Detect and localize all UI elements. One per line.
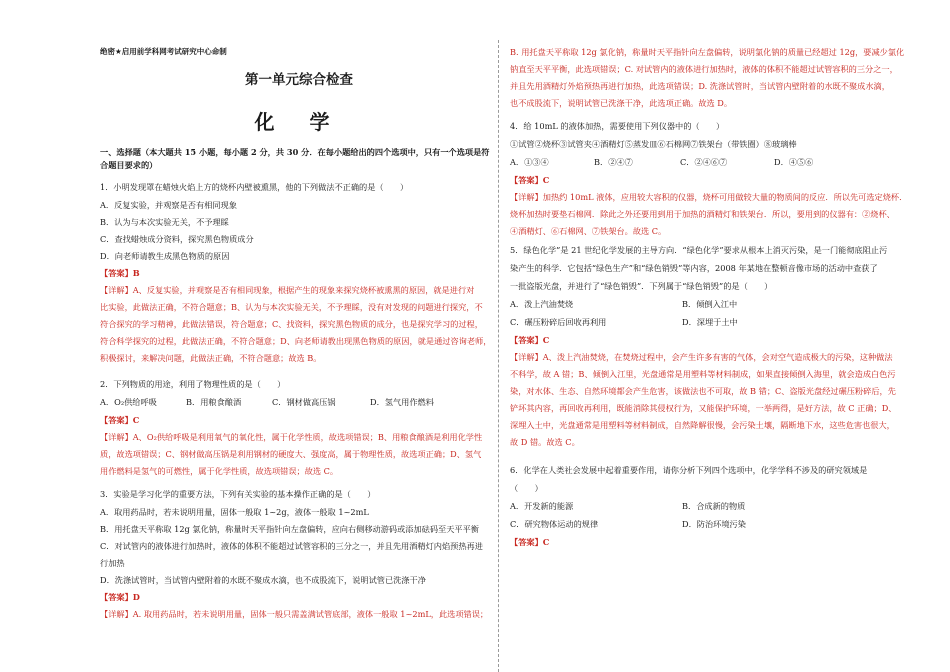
explanation-line: 【详解】加热约 10mL 液体，应用较大容积的仪器，烧杯可用做较大量的物质间的反应．所以先可选定烧杯． bbox=[510, 192, 908, 202]
instrument-list: ①试管②烧杯③试管夹④酒精灯⑤蒸发皿⑥石棉网⑦铁架台（带铁圈）⑧玻璃棒 bbox=[510, 139, 797, 149]
question-stem-continued: （ ） bbox=[510, 483, 543, 493]
explanation-line: 故 D 错。故选 C。 bbox=[510, 437, 580, 447]
option-b: B．用托盘天平称取 12g 氯化钠，称量时天平指针向左盘偏转，应向右侧移动游码或添加砝码至天平平衡 bbox=[100, 524, 479, 534]
option-a: A．反复实验，并观察是否有相同现象 bbox=[100, 200, 237, 210]
options-row bbox=[510, 156, 910, 169]
question-stem: 6．化学在人类社会发展中起着重要作用，请你分析下列四个选项中，化学学科不涉及的研究领域是 bbox=[510, 465, 868, 475]
option-c: C．钢材做高压锅 bbox=[272, 397, 336, 407]
answer-label: 【答案】C bbox=[100, 415, 140, 425]
question-stem-continued: 一批盗版光盘，并进行了“绿色销毁”．下列属于“绿色销毁”的是（ ） bbox=[510, 281, 773, 291]
q3-explanation-continued bbox=[510, 46, 910, 110]
question-1 bbox=[100, 181, 492, 365]
explanation-line: 符合科学探究的过程，此做法正确，不符合题意；D、向老师请教出现黑色物质的原因，就是通过咨询老师， bbox=[100, 336, 492, 346]
explanation-line: 符合探究的学习精神，此做法错误，符合题意；C、找资料，探究黑色物质的成分，也是探究学习的过程， bbox=[100, 319, 483, 329]
question-stem: 3．实验是学习化学的重要方法，下列有关实验的基本操作正确的是（ ） bbox=[100, 489, 376, 499]
explanation-line: 铲坏其内容，再回收再利用，既能消除其侵权行为，又能保护环境，一举两得，是好方法，故 C 正确；D、 bbox=[510, 403, 897, 413]
explanation-line: B. 用托盘天平称取 12g 氯化钠，称量时天平指针向左盘偏转，说明氯化钠的质量已经超过 12g，要减少氯化 bbox=[510, 47, 905, 57]
explanation-line: 比实验，此做法正确，不符合题意；B、认为与本次实验无关，不予理睬，没有对发现的问题进行探究，不 bbox=[100, 302, 483, 312]
option-c: C．研究物体运动的规律 bbox=[510, 519, 599, 529]
explanation-line: 也不成股流下，说明试管已洗涤干净，此选项正确。故选 D。 bbox=[510, 98, 733, 108]
options-row bbox=[510, 298, 910, 311]
section-heading: 一、选择题（本大题共 15 小题，每小题 2 分，共 30 分．在每小题给出的四个选项中，只有一个选项是符合题目要求的） bbox=[100, 147, 490, 170]
explanation-line: 【详解】A、反复实验，并观察是否有相同现象，根据产生的现象来探究烧杯被熏黑的原因，就是进行对 bbox=[100, 285, 475, 295]
question-5 bbox=[510, 244, 910, 449]
option-b: B．认为与本次实验无关，不予理睬 bbox=[100, 217, 229, 227]
exam-title: 第一单元综合检查 bbox=[245, 72, 353, 88]
answer-label: 【答案】C bbox=[510, 175, 550, 185]
option-a: A．泼上汽油焚烧 bbox=[510, 299, 574, 309]
explanation-line: 积极探讨，来解决问题，此做法正确，不符合题意；故选 B。 bbox=[100, 353, 322, 363]
explanation-line: 质，故选项错误；C、钢材做高压锅是利用钢材的硬度大、强度高，属于物理性质，故选项正确；D、氢气 bbox=[100, 449, 482, 459]
question-stem: 2．下列物质的用途，利用了物理性质的是（ ） bbox=[100, 379, 286, 389]
answer-label: 【答案】D bbox=[100, 592, 140, 602]
option-c: C．碾压粉碎后回收再利用 bbox=[510, 317, 607, 327]
option-a: A．①③④ bbox=[510, 157, 549, 167]
option-a: A．取用药品时，若未说明用量，固体一般取 1~2g，液体一般取 1~2mL bbox=[100, 507, 369, 517]
confidential-header: 绝密★启用前学科网考试研究中心命制 bbox=[100, 47, 227, 56]
column-divider bbox=[498, 40, 499, 672]
options-row bbox=[510, 316, 910, 329]
option-c: C．②④⑥⑦ bbox=[680, 157, 728, 167]
answer-label: 【答案】B bbox=[100, 268, 140, 278]
options-row bbox=[100, 396, 492, 409]
answer-label: 【答案】C bbox=[510, 335, 550, 345]
options-row bbox=[510, 518, 910, 531]
explanation-line: 【详解】A、O₂供给呼吸是利用氧气的氧化性，属于化学性质，故选项错误；B、用粮食酿酒是利用化学性 bbox=[100, 432, 483, 442]
explanation-line: 钠直至天平平衡，此选项错误；C. 对试管内的液体进行加热时，液体的体积不能超过试管容积的三分之一， bbox=[510, 64, 898, 74]
explanation-line: 染，对水体、生态、自然环境都会产生危害，该做法也不可取，故 B 错；C、盗版光盘经过碾压粉碎后，先 bbox=[510, 386, 896, 396]
question-6 bbox=[510, 464, 910, 549]
option-d: D．氢气用作燃料 bbox=[370, 397, 434, 407]
option-c: C．查找蜡烛成分资料，探究黑色物质成分 bbox=[100, 234, 254, 244]
question-2 bbox=[100, 378, 492, 478]
option-b: B．倾倒入江中 bbox=[682, 299, 738, 309]
subject-title: 化 学 bbox=[254, 110, 344, 134]
answer-label: 【答案】C bbox=[510, 537, 550, 547]
question-3 bbox=[100, 488, 492, 621]
option-b: B．用粮食酿酒 bbox=[186, 397, 242, 407]
explanation-line: 深埋入土中，光盘通常是用塑料等材料制成，自然降解很慢，会污染土壤，隔断地下水，这些危害也很大， bbox=[510, 420, 895, 430]
question-stem: 5．绿色化学”是 21 世纪化学发展的主导方向．“绿色化学”要求从根本上消灭污染，是一门能彻底阻止污 bbox=[510, 245, 888, 255]
explanation-line: 不科学，故 A 错；B、倾倒入江里，光盘通常是用塑料等材料制成，如果直接倾倒入海里，就会造成白色污 bbox=[510, 369, 896, 379]
options-row bbox=[510, 500, 910, 513]
explanation-line: 烧杯加热时要垫石棉网．除此之外还要用到用于加热的酒精灯和铁架台．所以，要用到的仪器有：②烧杯、 bbox=[510, 209, 895, 219]
explanation-line: ④酒精灯、⑥石棉网、⑦铁架台。故选 C。 bbox=[510, 226, 667, 236]
option-d: D．向老师请教生成黑色物质的原因 bbox=[100, 251, 230, 261]
explanation-line: 并且先用酒精灯外焰预热再进行加热，此选项错误；D. 洗涤试管时，当试管内壁附着的水既不聚成水滴， bbox=[510, 81, 890, 91]
option-a: A．开发新的能源 bbox=[510, 501, 574, 511]
option-a: A．O₂供给呼吸 bbox=[100, 397, 157, 407]
explanation-line: 【详解】A、泼上汽油焚烧，在焚烧过程中，会产生许多有害的气体，会对空气造成极大的污染，这种做法 bbox=[510, 352, 893, 362]
option-c: C．对试管内的液体进行加热时，液体的体积不能超过试管容积的三分之一，并且先用酒精灯内焰预热再进 bbox=[100, 541, 483, 551]
option-b: B．②④⑦ bbox=[594, 157, 633, 167]
question-stem: 1．小明发现罩在蜡烛火焰上方的烧杯内壁被熏黑，他的下列做法不正确的是（ ） bbox=[100, 182, 409, 192]
question-4 bbox=[510, 120, 910, 238]
option-d: D．洗涤试管时，当试管内壁附着的水既不聚成水滴，也不成股流下，说明试管已洗涤干净 bbox=[100, 575, 426, 585]
option-d: D．④⑤⑥ bbox=[774, 157, 814, 167]
option-b: B．合成新的物质 bbox=[682, 501, 746, 511]
explanation-line: 【详解】A. 取用药品时，若未说明用量，固体一般只需盖满试管底部，液体一般取 1~2mL，此选项错误； bbox=[100, 609, 489, 619]
option-d: D．防治环境污染 bbox=[682, 519, 746, 529]
explanation-line: 用作燃料是氢气的可燃性，属于化学性质，故选项错误；故选 C。 bbox=[100, 466, 339, 476]
question-stem: 4．给 10mL 的液体加热，需要使用下列仪器中的（ ） bbox=[510, 121, 725, 131]
option-d: D．深埋于土中 bbox=[682, 317, 738, 327]
option-c-continued: 行加热 bbox=[100, 558, 125, 568]
question-stem-continued: 染产生的科学．它包括“绿色生产”和“绿色销毁”等内容，2008 年某地在整顿音像市场的活动中查获了 bbox=[510, 263, 878, 273]
